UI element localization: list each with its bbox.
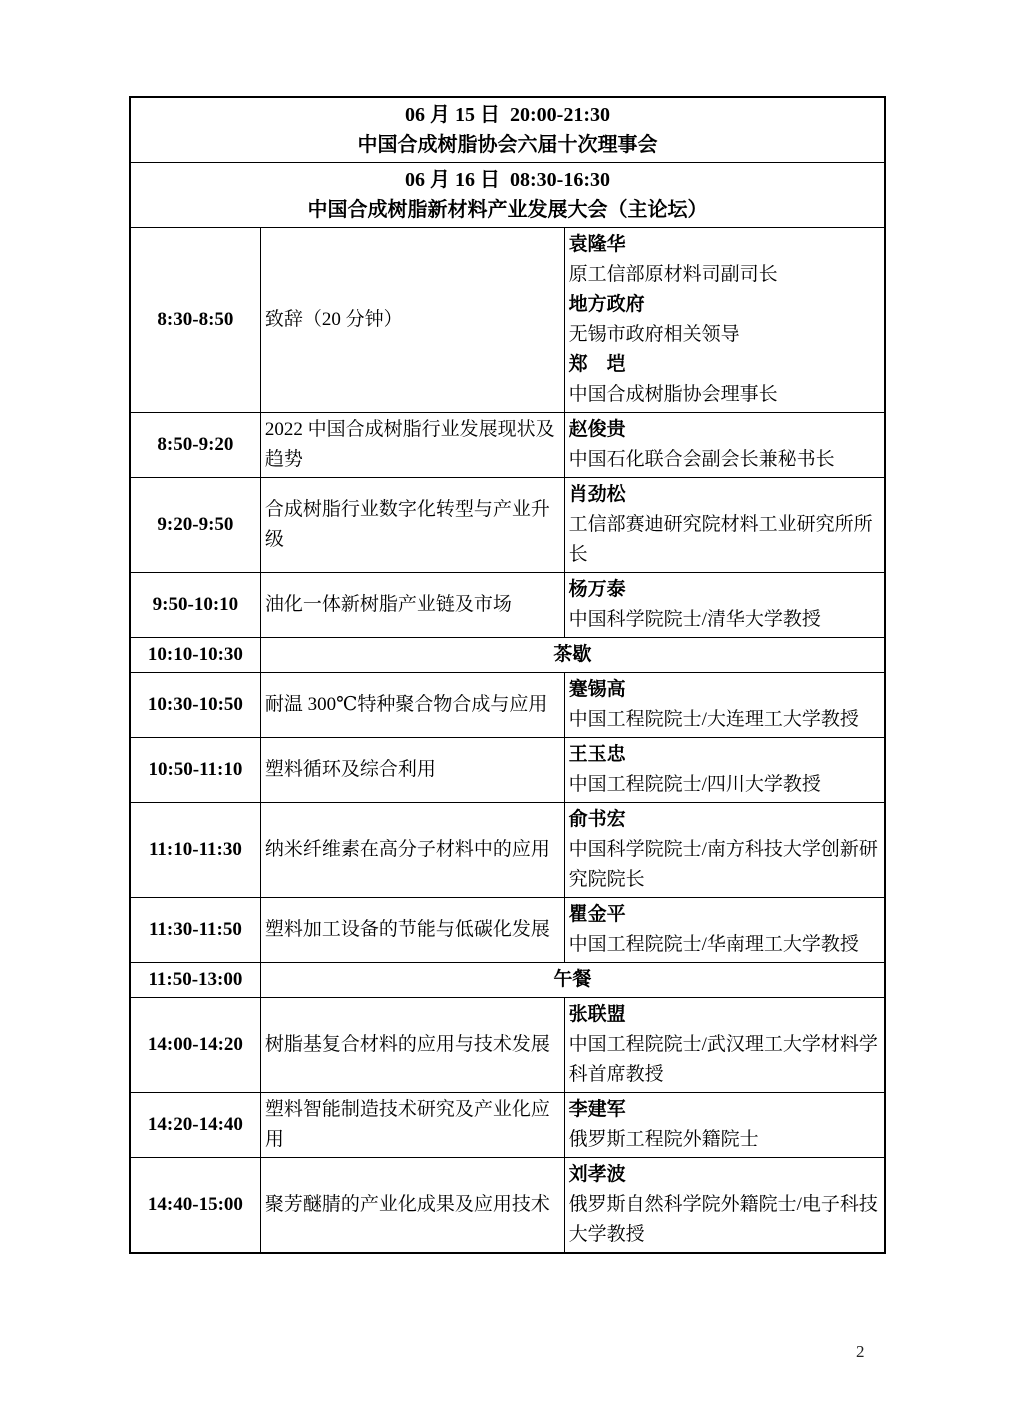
- speaker-name: 肖劲松: [568, 484, 626, 505]
- time-cell: 9:50-10:10: [130, 573, 260, 638]
- agenda-row: [130, 478, 885, 573]
- speaker-name: 蹇锡高: [568, 679, 626, 700]
- time-cell: 11:30-11:50: [130, 898, 260, 963]
- speaker-cell: [564, 413, 885, 478]
- session-title: 中国合成树脂协会六届十次理事会: [357, 134, 658, 156]
- speaker-name: 李建军: [568, 1099, 626, 1120]
- speaker-cell: [564, 803, 885, 898]
- agenda-row: [130, 1093, 885, 1158]
- topic-cell: 纳米纤维素在高分子材料中的应用: [260, 803, 564, 898]
- speaker-title: 中国工程院院士/武汉理工大学材料学科首席教授: [568, 1034, 878, 1085]
- session-header-row: [130, 163, 885, 228]
- time-cell: 10:50-11:10: [130, 738, 260, 803]
- topic-cell: 耐温 300℃特种聚合物合成与应用: [260, 673, 564, 738]
- break-label: 午餐: [260, 963, 885, 998]
- break-row: [130, 963, 885, 998]
- time-cell: 11:50-13:00: [130, 963, 260, 998]
- speaker-cell: [564, 573, 885, 638]
- page-number: 2: [856, 1342, 865, 1361]
- agenda-row: [130, 573, 885, 638]
- speaker-title: 中国科学院院士/清华大学教授: [568, 609, 821, 630]
- speaker-title: 中国工程院院士/大连理工大学教授: [568, 709, 859, 730]
- speaker-name: 王玉忠: [568, 744, 626, 765]
- time-cell: 10:30-10:50: [130, 673, 260, 738]
- speaker-title: 中国科学院院士/南方科技大学创新研究院院长: [568, 839, 878, 890]
- speaker-name: 地方政府: [568, 294, 645, 315]
- speaker-title: 原工信部原材料司副司长: [568, 264, 778, 285]
- session-title: 中国合成树脂新材料产业发展大会（主论坛）: [307, 199, 708, 221]
- speaker-title: 俄罗斯自然科学院外籍院士/电子科技大学教授: [568, 1194, 878, 1245]
- time-cell: 9:20-9:50: [130, 478, 260, 573]
- speaker-name: 瞿金平: [568, 904, 626, 925]
- topic-cell: 致辞（20 分钟）: [260, 228, 564, 413]
- speaker-title: 工信部赛迪研究院材料工业研究所所长: [568, 514, 873, 565]
- session-header-cell: [130, 163, 885, 228]
- agenda-row: [130, 898, 885, 963]
- agenda-row: [130, 228, 885, 413]
- speaker-title: 中国工程院院士/华南理工大学教授: [568, 934, 859, 955]
- session-header-cell: [130, 97, 885, 163]
- speaker-cell: [564, 228, 885, 413]
- speaker-title: 无锡市政府相关领导: [568, 324, 740, 345]
- speaker-title: 俄罗斯工程院外籍院士: [568, 1129, 759, 1150]
- agenda-row: [130, 413, 885, 478]
- speaker-cell: [564, 478, 885, 573]
- speaker-cell: [564, 673, 885, 738]
- agenda-row: [130, 673, 885, 738]
- agenda-row: [130, 998, 885, 1093]
- speaker-name: 郑 垲: [568, 354, 626, 375]
- topic-cell: 2022 中国合成树脂行业发展现状及趋势: [260, 413, 564, 478]
- time-cell: 14:40-15:00: [130, 1158, 260, 1254]
- time-cell: 14:20-14:40: [130, 1093, 260, 1158]
- speaker-cell: [564, 1093, 885, 1158]
- speaker-name: 杨万泰: [568, 579, 626, 600]
- break-row: [130, 638, 885, 673]
- speaker-name: 俞书宏: [568, 809, 626, 830]
- speaker-cell: [564, 998, 885, 1093]
- speaker-name: 袁隆华: [568, 234, 626, 255]
- break-label: 茶歇: [260, 638, 885, 673]
- topic-cell: 塑料循环及综合利用: [260, 738, 564, 803]
- speaker-title: 中国合成树脂协会理事长: [568, 384, 778, 405]
- speaker-name: 赵俊贵: [568, 419, 626, 440]
- time-cell: 8:50-9:20: [130, 413, 260, 478]
- agenda-row: [130, 803, 885, 898]
- topic-cell: 聚芳醚腈的产业化成果及应用技术: [260, 1158, 564, 1254]
- speaker-title: 中国工程院院士/四川大学教授: [568, 774, 821, 795]
- topic-cell: 合成树脂行业数字化转型与产业升级: [260, 478, 564, 573]
- topic-cell: 树脂基复合材料的应用与技术发展: [260, 998, 564, 1093]
- speaker-cell: [564, 898, 885, 963]
- speaker-cell: [564, 738, 885, 803]
- speaker-cell: [564, 1158, 885, 1254]
- speaker-title: 中国石化联合会副会长兼秘书长: [568, 449, 835, 470]
- session-datetime: 06 月 16 日 08:30-16:30: [405, 169, 610, 191]
- session-datetime: 06 月 15 日 20:00-21:30: [405, 104, 610, 126]
- topic-cell: 塑料加工设备的节能与低碳化发展: [260, 898, 564, 963]
- session-header-row: [130, 97, 885, 163]
- time-cell: 10:10-10:30: [130, 638, 260, 673]
- agenda-table: [129, 96, 886, 1254]
- time-cell: 14:00-14:20: [130, 998, 260, 1093]
- topic-cell: 塑料智能制造技术研究及产业化应用: [260, 1093, 564, 1158]
- time-cell: 8:30-8:50: [130, 228, 260, 413]
- speaker-name: 刘孝波: [568, 1164, 626, 1185]
- speaker-name: 张联盟: [568, 1004, 626, 1025]
- topic-cell: 油化一体新树脂产业链及市场: [260, 573, 564, 638]
- time-cell: 11:10-11:30: [130, 803, 260, 898]
- agenda-row: [130, 738, 885, 803]
- agenda-row: [130, 1158, 885, 1254]
